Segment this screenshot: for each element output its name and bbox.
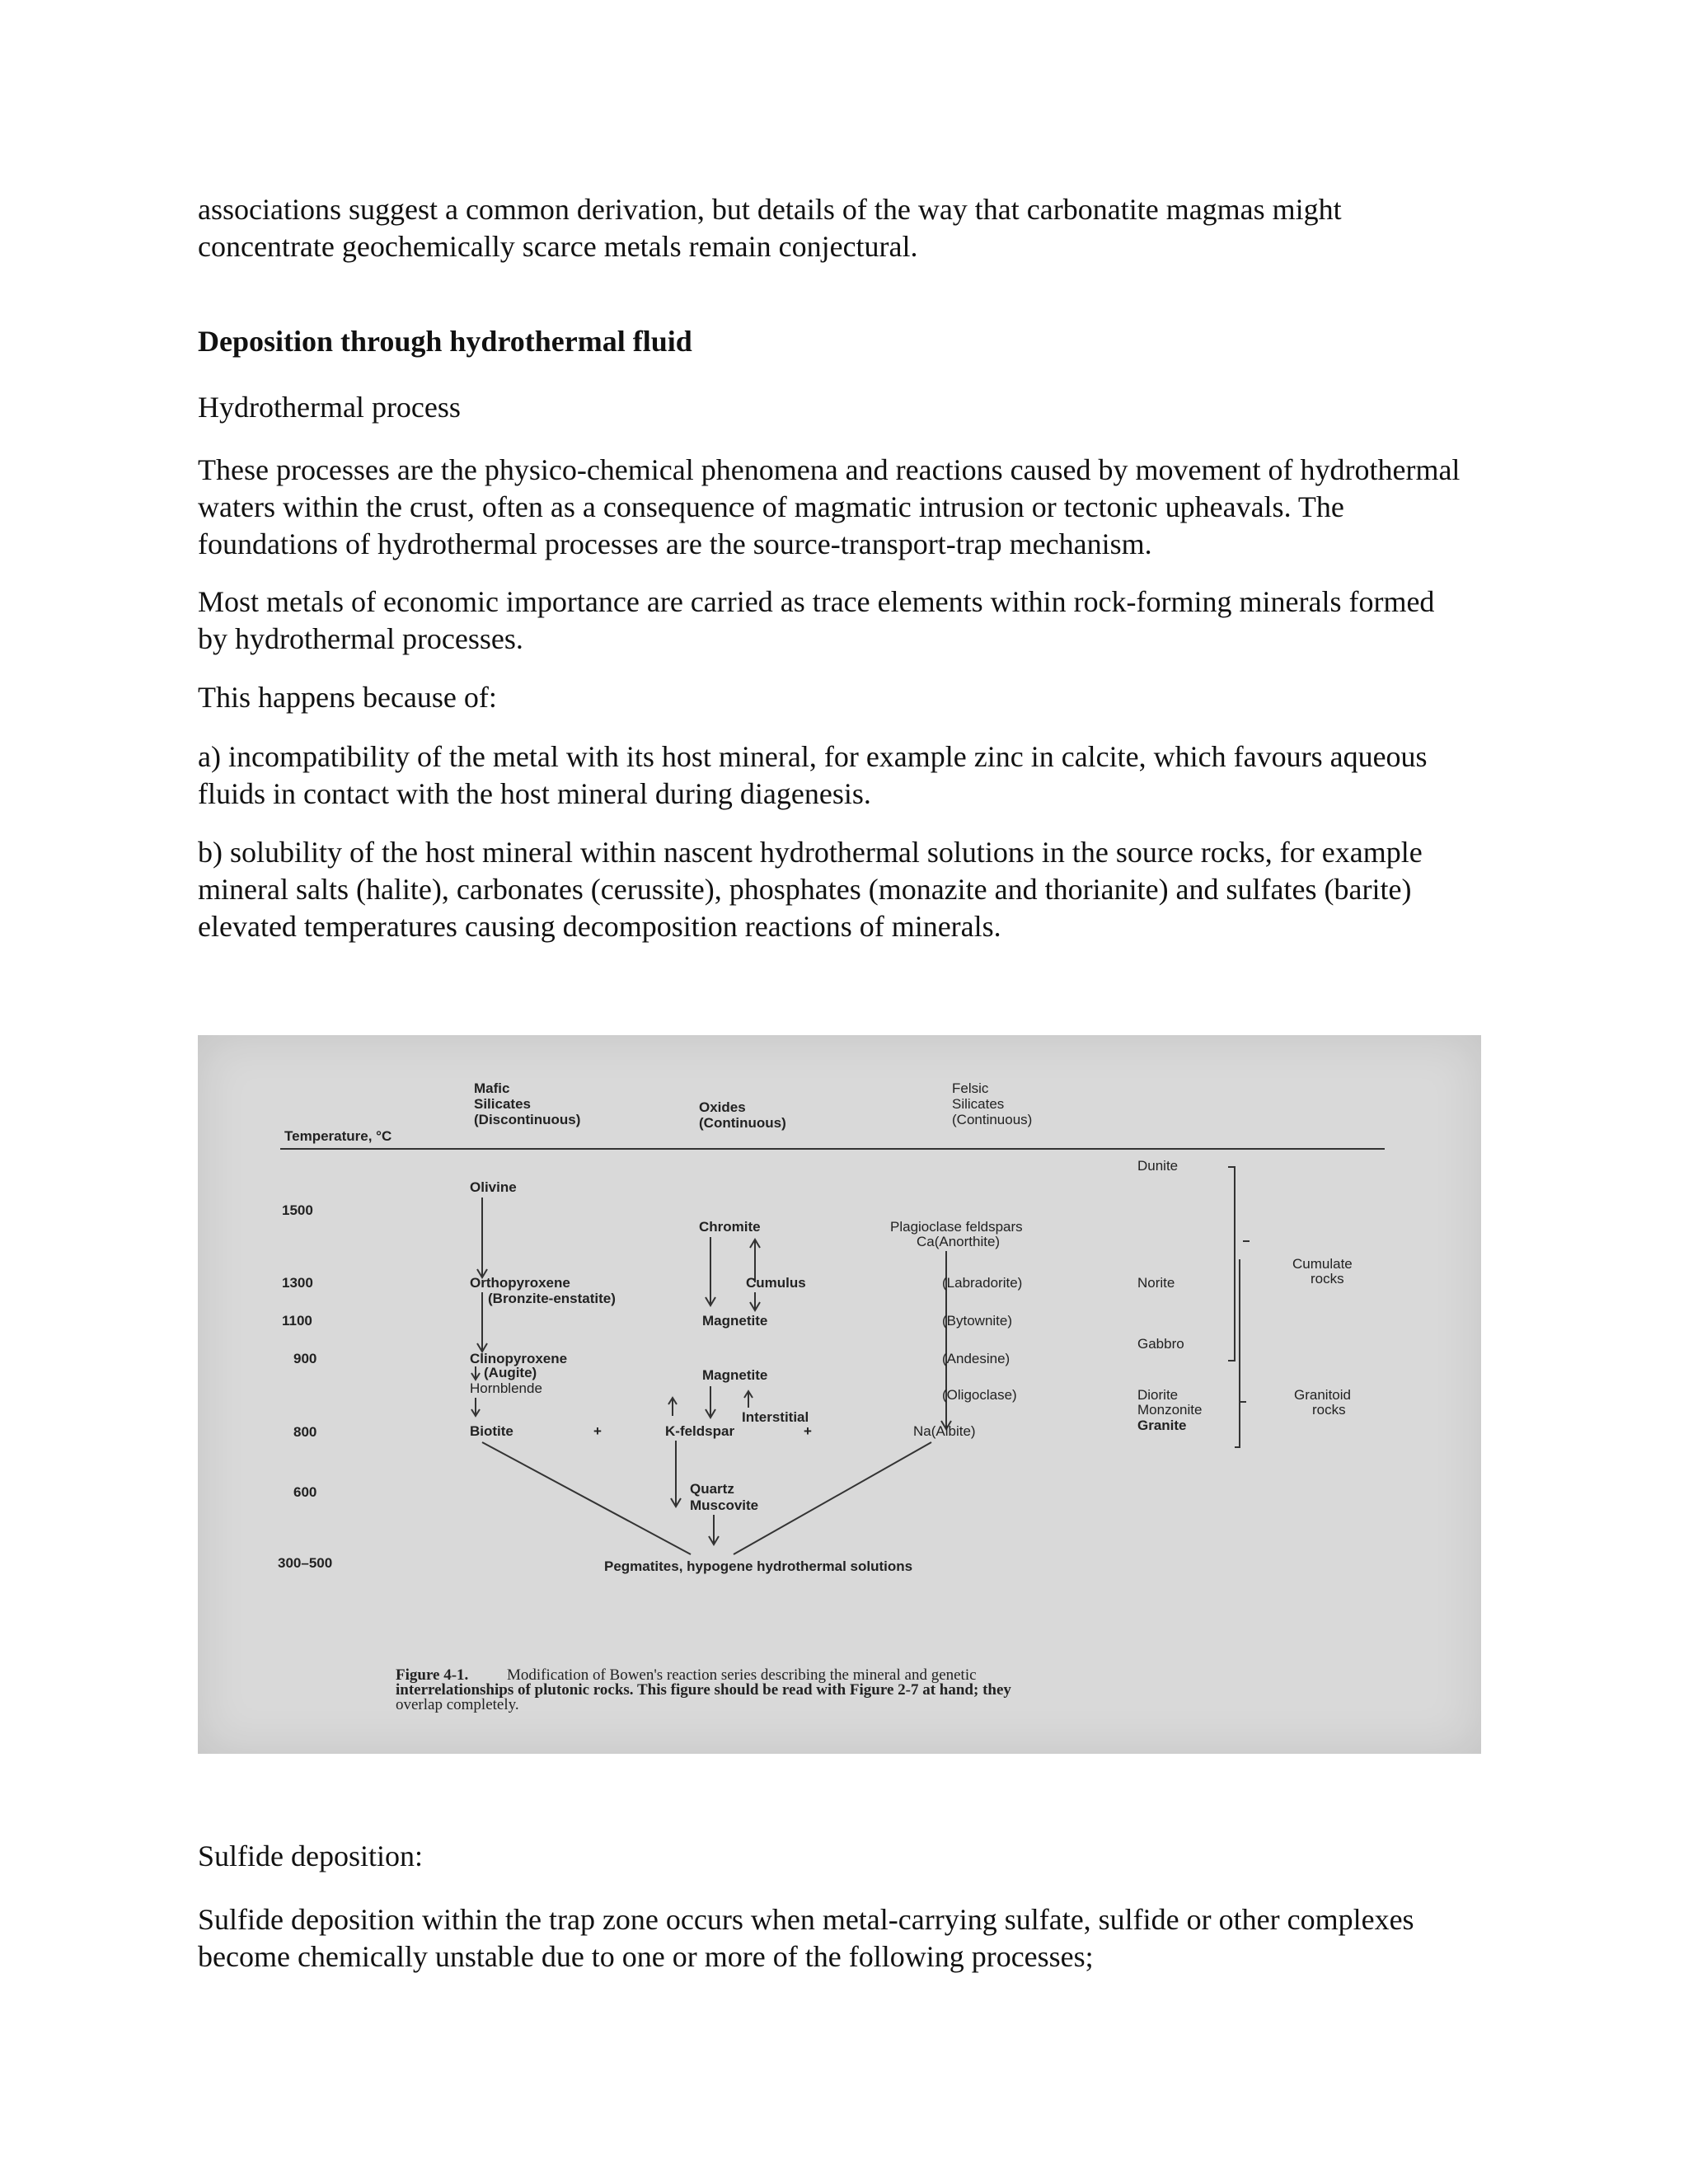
mineral-kfeldspar: K-feldspar	[665, 1423, 735, 1439]
paragraph-item-a	[198, 738, 1500, 813]
paragraph-because: This happens because of:	[198, 681, 497, 714]
header-temperature: Temperature, °C	[284, 1128, 392, 1144]
bracket-cumulate	[1228, 1167, 1235, 1361]
text-line: fluids in contact with the host mineral during diagenesis.	[198, 777, 871, 810]
temp-label: 1300	[282, 1275, 313, 1291]
mineral-hornblende: Hornblende	[470, 1380, 542, 1396]
header-oxides: (Continuous)	[699, 1115, 786, 1131]
mineral-labradorite: (Labradorite)	[942, 1275, 1023, 1291]
temp-label: 1100	[282, 1313, 312, 1329]
text-line: Most metals of economic importance are carried as trace elements within rock-forming minerals formed	[198, 585, 1435, 618]
label-granitoid: Granitoid	[1294, 1387, 1351, 1403]
paragraph-sulfide	[198, 1901, 1500, 1975]
mineral-anorthite: Ca(Anorthite)	[917, 1234, 1001, 1249]
header-oxides: Oxides	[699, 1099, 746, 1115]
mineral-bronzite: (Bronzite-enstatite)	[488, 1291, 616, 1306]
temp-label: 900	[293, 1351, 317, 1366]
mineral-oligoclase: (Oligoclase)	[942, 1387, 1017, 1403]
plus-sign: +	[804, 1423, 812, 1439]
mineral-plagioclase: Plagioclase feldspars	[890, 1219, 1023, 1235]
convergence-line	[482, 1442, 691, 1554]
paragraph-item-b	[198, 834, 1500, 945]
header-felsic: (Continuous)	[952, 1112, 1033, 1127]
caption-line: Modification of Bowen's reaction series describing the mineral and genetic	[507, 1666, 977, 1684]
mineral-quartz: Quartz	[690, 1481, 734, 1497]
mineral-magnetite: Magnetite	[702, 1313, 768, 1329]
label-cumulate: Cumulate	[1292, 1256, 1353, 1272]
mineral-augite: (Augite)	[484, 1365, 537, 1380]
paragraph-intro	[198, 191, 1500, 265]
rock-diorite: Diorite	[1137, 1387, 1179, 1403]
temp-label: 600	[293, 1484, 317, 1500]
text-line: associations suggest a common derivation, but details of the way that carbonatite magmas might	[198, 193, 1342, 226]
mineral-magnetite: Magnetite	[702, 1367, 768, 1383]
mineral-muscovite: Muscovite	[690, 1497, 759, 1513]
mineral-clinopyroxene: Clinopyroxene	[470, 1351, 568, 1366]
caption-line: overlap completely.	[396, 1696, 519, 1713]
rock-granite: Granite	[1137, 1418, 1187, 1433]
mineral-albite: Na(Albite)	[913, 1423, 976, 1439]
convergence-line	[734, 1442, 931, 1554]
text-line: foundations of hydrothermal processes are the source-transport-trap mechanism.	[198, 527, 1152, 560]
mineral-chromite: Chromite	[699, 1219, 761, 1235]
mineral-biotite: Biotite	[470, 1423, 513, 1439]
section-heading: Deposition through hydrothermal fluid	[198, 325, 692, 358]
temp-label: 300–500	[278, 1555, 333, 1571]
mineral-bytownite: (Bytownite)	[942, 1313, 1013, 1329]
header-felsic: Silicates	[952, 1096, 1005, 1112]
label-interstitial: Interstitial	[742, 1409, 809, 1425]
label-pegmatites: Pegmatites, hypogene hydrothermal solutions	[604, 1558, 913, 1574]
mineral-orthopyroxene: Orthopyroxene	[470, 1275, 570, 1291]
text-line: b) solubility of the host mineral within nascent hydrothermal solutions in the source rocks, for example	[198, 836, 1423, 869]
text-line: Sulfide deposition within the trap zone occurs when metal-carrying sulfate, sulfide or other complexes	[198, 1903, 1414, 1936]
mineral-andesine: (Andesine)	[942, 1351, 1010, 1366]
figure-diagram	[198, 1035, 1481, 1754]
label-cumulate: rocks	[1311, 1271, 1344, 1286]
text-line: concentrate geochemically scarce metals remain conjectural.	[198, 230, 918, 263]
label-cumulus: Cumulus	[746, 1275, 806, 1291]
rock-gabbro: Gabbro	[1137, 1336, 1184, 1352]
label-granitoid: rocks	[1312, 1402, 1346, 1418]
header-mafic: Silicates	[474, 1096, 531, 1112]
mineral-olivine: Olivine	[470, 1179, 517, 1195]
temp-label: 800	[293, 1424, 317, 1440]
bowen-reaction-series-figure	[198, 1035, 1481, 1754]
subheading: Hydrothermal process	[198, 391, 461, 424]
temp-label: 1500	[282, 1202, 313, 1218]
text-line: elevated temperatures causing decomposition reactions of minerals.	[198, 910, 1001, 943]
caption-line: interrelationships of plutonic rocks. This figure should be read with Figure 2-7 at hand; they	[396, 1681, 1011, 1699]
rock-monzonite: Monzonite	[1137, 1402, 1203, 1418]
caption-label: Figure 4-1.	[396, 1666, 469, 1684]
text-line: mineral salts (halite), carbonates (cerussite), phosphates (monazite and thorianite) and sulfates (barite)	[198, 873, 1412, 906]
paragraph-sulfide-heading: Sulfide deposition:	[198, 1840, 423, 1872]
rock-dunite: Dunite	[1137, 1158, 1179, 1174]
header-mafic: Mafic	[474, 1080, 510, 1096]
text-line: waters within the crust, often as a consequence of magmatic intrusion or tectonic upheavals. The	[198, 490, 1344, 523]
paragraph-hydrothermal	[198, 452, 1500, 563]
text-line: by hydrothermal processes.	[198, 622, 523, 655]
rock-norite: Norite	[1137, 1275, 1175, 1291]
plus-sign: +	[593, 1423, 602, 1439]
header-felsic: Felsic	[952, 1080, 989, 1096]
text-line: become chemically unstable due to one or more of the following processes;	[198, 1940, 1094, 1973]
header-mafic: (Discontinuous)	[474, 1112, 581, 1127]
paragraph-metals	[198, 583, 1500, 658]
text-line: These processes are the physico-chemical phenomena and reactions caused by movement of hydrothermal	[198, 453, 1461, 486]
text-line: a) incompatibility of the metal with its host mineral, for example zinc in calcite, which favours aqueous	[198, 740, 1428, 773]
